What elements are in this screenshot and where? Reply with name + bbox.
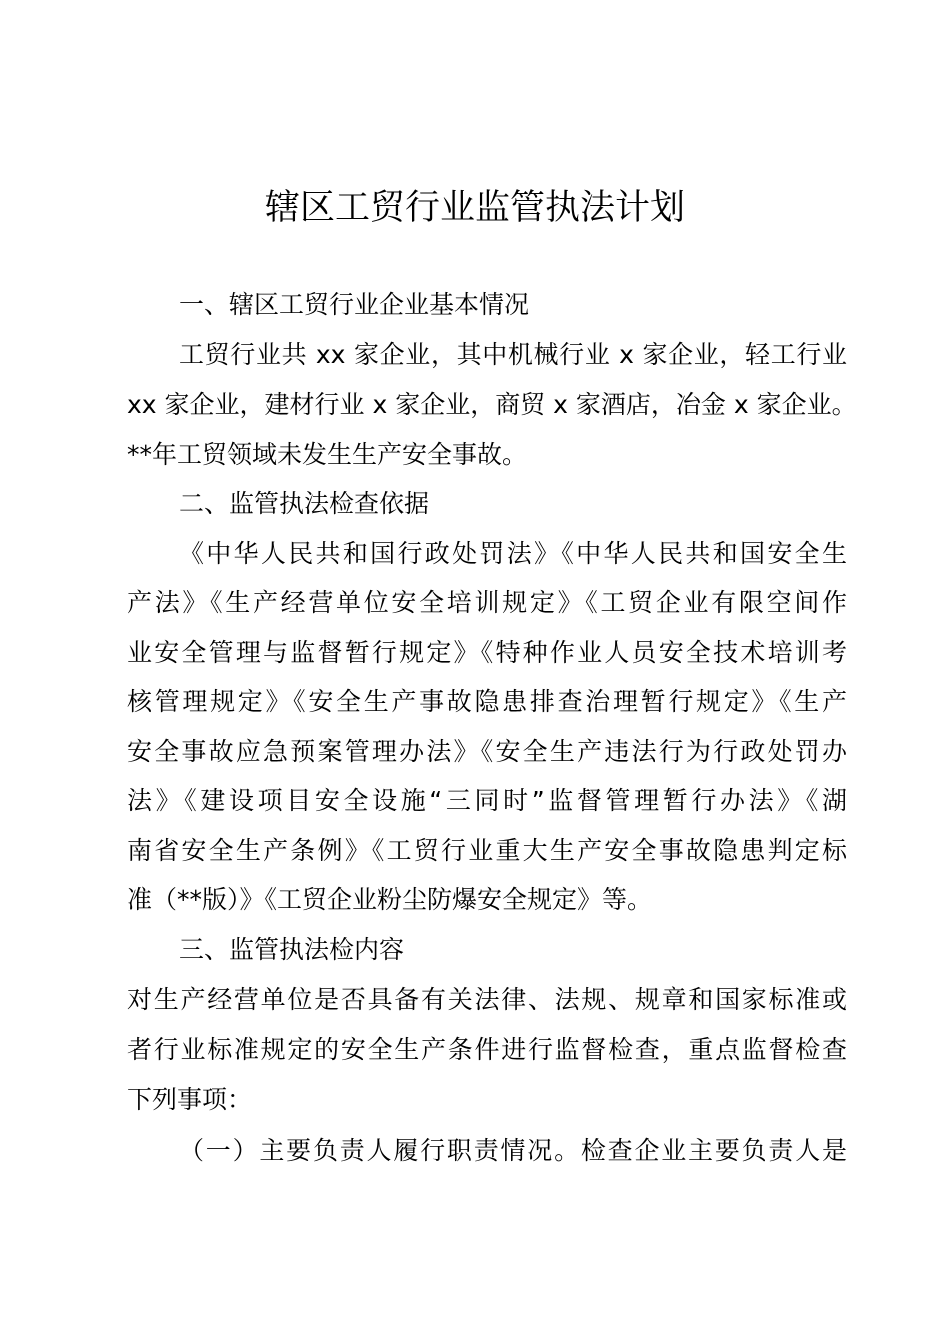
section3-line-3: 下列事项： [127, 1085, 253, 1114]
section2-line-4: 核管理规定》《安全生产事故隐患排查治理暂行规定》《生产 [127, 687, 847, 716]
section3-heading: 三、监管执法检内容 [179, 935, 405, 964]
section1-heading: 一、辖区工贸行业企业基本情况 [179, 290, 530, 319]
section2-line-3: 业安全管理与监督暂行规定》《特种作业人员安全技术培训考 [127, 638, 847, 667]
section2-line-5: 安全事故应急预案管理办法》《安全生产违法行为行政处罚办 [127, 737, 847, 766]
section2-line-6: 法》《建设项目安全设施“三同时”监督管理暂行办法》《湖 [127, 786, 847, 815]
section1-line-3: **年工贸领域未发生生产安全事故。 [127, 440, 528, 469]
section1-line-1: 工贸行业共 xx 家企业，其中机械行业 x 家企业，轻工行业 [179, 340, 847, 369]
document-title: 辖区工贸行业监管执法计划 [264, 188, 685, 228]
section2-heading: 二、监管执法检查依据 [179, 489, 430, 518]
section2-line-7: 南省安全生产条例》《工贸行业重大生产安全事故隐患判定标 [127, 836, 847, 865]
section1-line-2: xx 家企业，建材行业 x 家企业，商贸 x 家酒店，冶金 x 家企业。 [127, 390, 857, 419]
section3-line-1: 对生产经营单位是否具备有关法律、法规、规章和国家标准或 [127, 985, 847, 1014]
section2-line-1: 《中华人民共和国行政处罚法》《中华人民共和国安全生 [179, 539, 847, 568]
section3-line-2: 者行业标准规定的安全生产条件进行监督检查，重点监督检查 [127, 1035, 847, 1064]
section3-item-1: （一）主要负责人履行职责情况。检查企业主要负责人是 [179, 1136, 847, 1165]
section2-line-2: 产法》《生产经营单位安全培训规定》《工贸企业有限空间作 [127, 588, 847, 617]
section2-line-8: 准（**版）》《工贸企业粉尘防爆安全规定》等。 [127, 885, 653, 914]
